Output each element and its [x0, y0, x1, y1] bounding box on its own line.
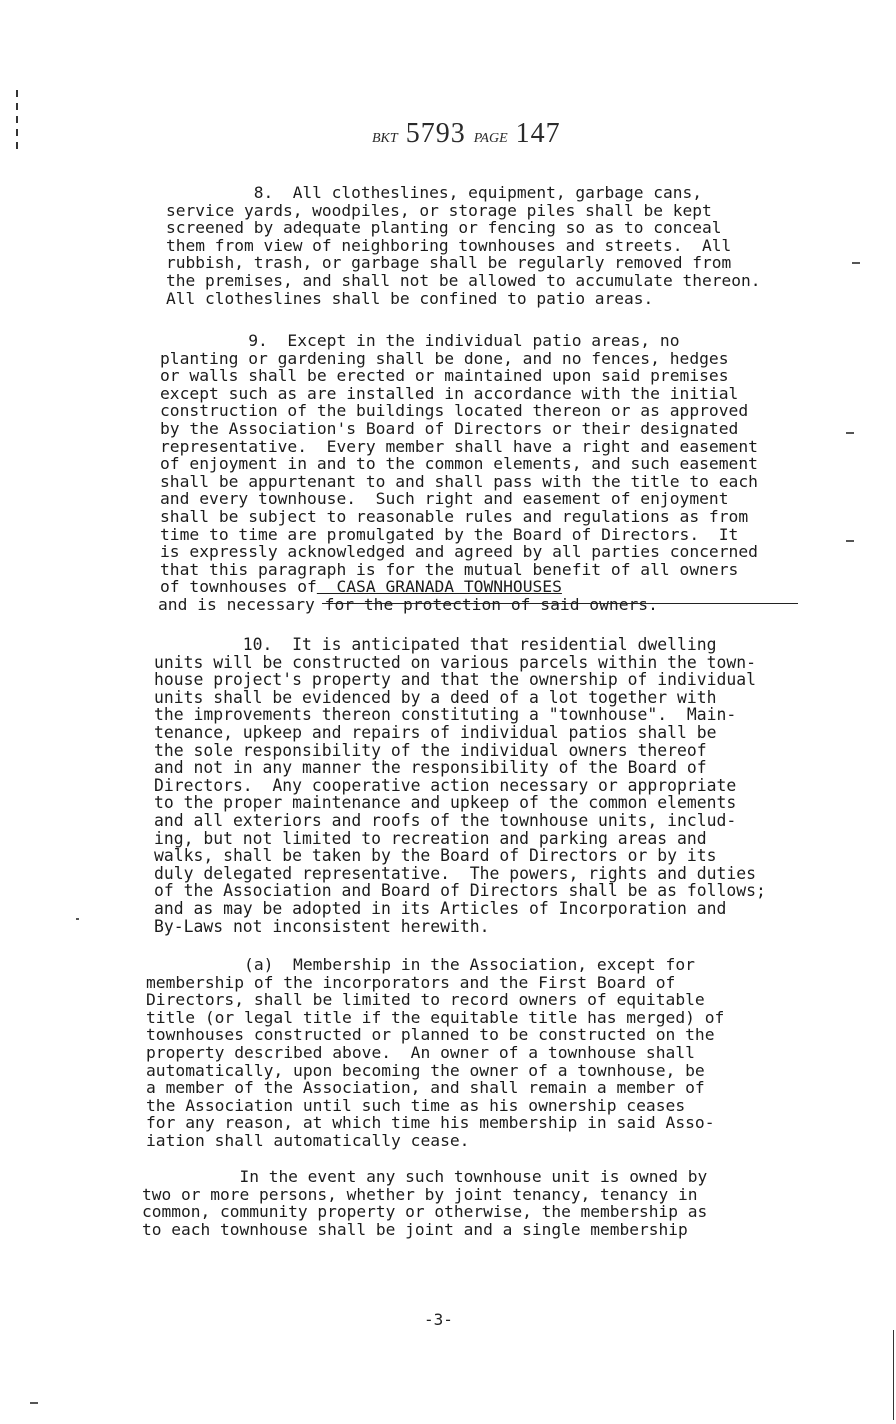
- scan-margin-marks: [14, 90, 22, 170]
- recording-stamp: [372, 118, 561, 150]
- text-line: shall be subject to reasonable rules and regulations as from: [160, 506, 749, 526]
- text-line: two or more persons, whether by joint tenancy, tenancy in: [142, 1184, 698, 1204]
- text-line: tenance, upkeep and repairs of individual patios shall be: [154, 722, 717, 742]
- text-line: iation shall automatically cease.: [146, 1130, 470, 1150]
- text-line: and as may be adopted in its Articles of Incorporation and: [154, 898, 727, 918]
- text-line: By-Laws not inconsistent herewith.: [154, 916, 490, 936]
- text-line: townhouses constructed or planned to be constructed on the: [146, 1025, 715, 1045]
- text-line: In the event any such townhouse unit is owned by: [142, 1167, 708, 1186]
- text-line: construction of the buildings located thereon or as approved: [160, 401, 749, 421]
- text-line: the sole responsibility of the individual owners thereof: [154, 740, 707, 760]
- text-line: shall be appurtenant to and shall pass with the title to each: [160, 471, 758, 491]
- text-line: and every townhouse. Such right and easement of enjoyment: [160, 489, 729, 509]
- paragraph-9: [160, 332, 758, 578]
- text-line: the premises, and shall not be allowed to accumulate thereon.: [166, 270, 761, 290]
- text-line: service yards, woodpiles, or storage piles shall be kept: [166, 200, 712, 220]
- text-line: for any reason, at which time his membership in said Asso-: [146, 1113, 715, 1133]
- text-line: ing, but not limited to recreation and parking areas and: [154, 828, 707, 848]
- stamp-page-number: 147: [515, 118, 561, 149]
- text-line: common, community property or otherwise, the membership as: [142, 1202, 708, 1222]
- paragraph-9-closing-line: [158, 596, 658, 614]
- text-line: 10. It is anticipated that residential dwelling: [154, 635, 717, 654]
- stamp-book-number: 5793: [405, 118, 466, 149]
- text-line: 8. All clotheslines, equipment, garbage cans,: [166, 183, 703, 202]
- text-line: representative. Every member shall have a right and easement: [160, 436, 758, 456]
- text-line: title (or legal title if the equitable title has merged) of: [146, 1007, 725, 1027]
- text-line: by the Association's Board of Directors or their designated: [160, 418, 739, 438]
- stamp-book-prefix: BKT: [372, 131, 398, 146]
- paragraph-9-field-line: [160, 578, 562, 596]
- text-line: to the proper maintenance and upkeep of the common elements: [154, 793, 737, 813]
- text-line: to each townhouse shall be joint and a single membership: [142, 1219, 688, 1239]
- signature-rule: [322, 603, 798, 604]
- scan-speck: [852, 262, 860, 264]
- scan-speck: [846, 432, 854, 434]
- text-line: Directors. Any cooperative action necessary or appropriate: [154, 775, 737, 795]
- scan-edge: [893, 1330, 895, 1420]
- text-line: of enjoyment in and to the common elements, and such easement: [160, 454, 758, 474]
- text-line: or walls shall be erected or maintained upon said premises: [160, 366, 729, 386]
- paragraph-8: [166, 184, 761, 307]
- page-number: -3-: [424, 1310, 453, 1329]
- text-line: a member of the Association, and shall remain a member of: [146, 1078, 705, 1098]
- text-line: of the Association and Board of Directors shall be as follows;: [154, 881, 766, 901]
- text-line: the improvements thereon constituting a "townhouse". Main-: [154, 705, 737, 725]
- paragraph-10: [154, 636, 766, 935]
- text-line: All clotheslines shall be confined to patio areas.: [166, 288, 654, 308]
- text-line: planting or gardening shall be done, and no fences, hedges: [160, 348, 729, 368]
- paragraph-b: [142, 1168, 707, 1238]
- text-line: 9. Except in the individual patio areas, no: [160, 331, 680, 350]
- text-line: them from view of neighboring townhouses and streets. All: [166, 235, 732, 255]
- text-line: except such as are installed in accordance with the initial: [160, 383, 739, 403]
- paragraph-9-last-line: and is necessary for the protection of said owners.: [158, 595, 658, 614]
- text-line: house project's property and that the ownership of individual: [154, 670, 756, 690]
- text-line: automatically, upon becoming the owner of a townhouse, be: [146, 1060, 705, 1080]
- text-line: is expressly acknowledged and agreed by all parties concerned: [160, 542, 758, 562]
- scan-speck: [30, 1402, 38, 1404]
- text-line: duly delegated representative. The powers, rights and duties: [154, 863, 756, 883]
- text-line: rubbish, trash, or garbage shall be regularly removed from: [166, 253, 732, 273]
- text-line: units will be constructed on various parcels within the town-: [154, 652, 756, 672]
- text-line: that this paragraph is for the mutual benefit of all owners: [160, 559, 739, 579]
- stamp-page-prefix: PAGE: [473, 131, 508, 146]
- text-line: property described above. An owner of a townhouse shall: [146, 1042, 695, 1062]
- paragraph-a: [146, 956, 724, 1150]
- scan-speck: [76, 918, 79, 920]
- text-line: membership of the incorporators and the First Board of: [146, 972, 676, 992]
- townhouse-field-value: CASA GRANADA TOWNHOUSES: [316, 577, 562, 596]
- text-line: Directors, shall be limited to record owners of equitable: [146, 990, 705, 1010]
- text-line: the Association until such time as his ownership ceases: [146, 1095, 686, 1115]
- text-line: screened by adequate planting or fencing so as to conceal: [166, 218, 722, 238]
- scan-speck: [846, 540, 854, 542]
- text-line: and not in any manner the responsibility of the Board of: [154, 758, 707, 778]
- text-line: and all exteriors and roofs of the townhouse units, includ-: [154, 810, 737, 830]
- text-line: walks, shall be taken by the Board of Directors or by its: [154, 846, 717, 866]
- townhouse-field-prefix: of townhouses of: [160, 577, 317, 596]
- text-line: time to time are promulgated by the Board of Directors. It: [160, 524, 739, 544]
- text-line: (a) Membership in the Association, except for: [146, 955, 695, 974]
- text-line: units shall be evidenced by a deed of a lot together with: [154, 687, 717, 707]
